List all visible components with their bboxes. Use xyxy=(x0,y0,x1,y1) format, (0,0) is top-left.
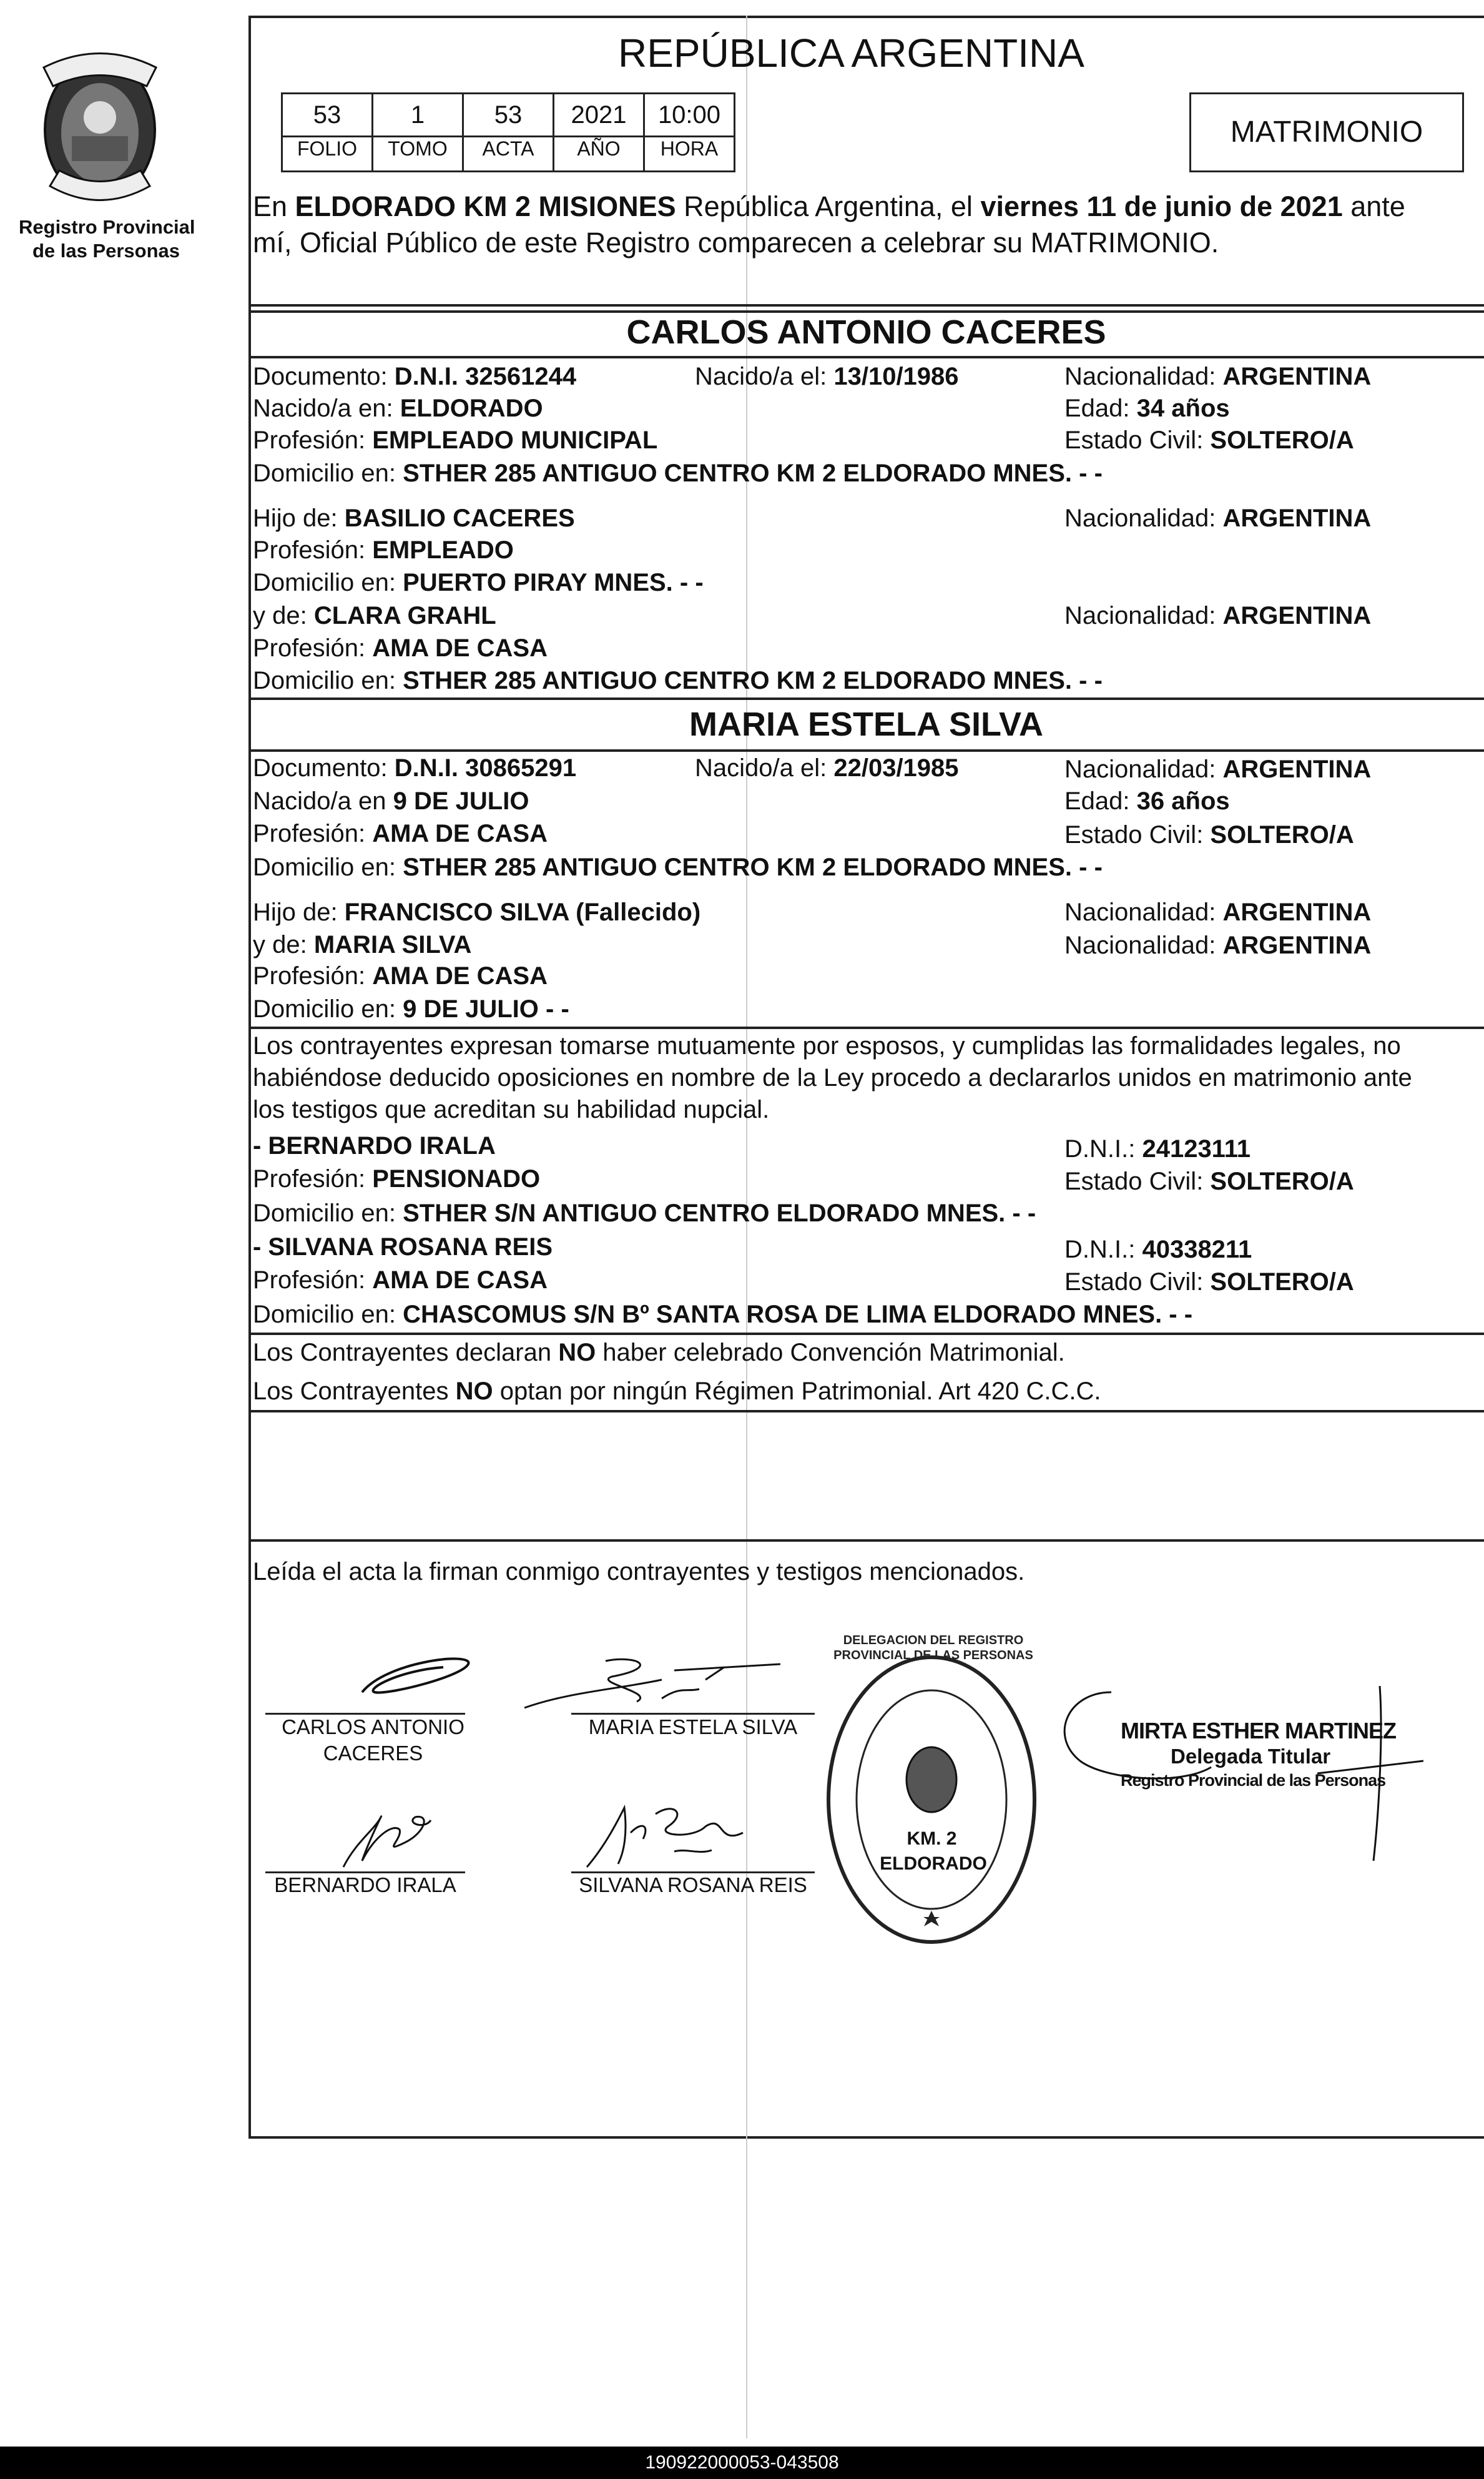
record-type-badge: MATRIMONIO xyxy=(1189,92,1464,172)
witness1-signature-name: BERNARDO IRALA xyxy=(274,1873,456,1896)
closing-statement: Leída el acta la firman conmigo contrayentes y testigos mencionados. xyxy=(253,1558,1025,1585)
bride-name: MARIA ESTELA SILVA xyxy=(689,706,1043,743)
declaration-line1: Los contrayentes expresan tomarse mutuamente por esposos, y cumplidas las formalidades legales, no xyxy=(253,1032,1401,1060)
page-title: REPÚBLICA ARGENTINA xyxy=(618,31,1084,76)
bride-signature-icon xyxy=(518,1655,780,1711)
convention-statement: Los Contrayentes declaran NO haber celebrado Convención Matrimonial. xyxy=(253,1339,1065,1366)
tomo-field: 1 TOMO xyxy=(371,92,464,172)
witness2-signature-name: SILVANA ROSANA REIS xyxy=(579,1873,807,1896)
declaration-line2: habiéndose deducido oposiciones en nombre de la Ley procedo a declararlos unidos en matrimonio ante xyxy=(253,1064,1412,1092)
stamp-ring-text: DELEGACION DEL REGISTRO PROVINCIAL DE LAS PERSONAS xyxy=(833,1634,1033,1662)
bride-signature-name: MARIA ESTELA SILVA xyxy=(588,1715,798,1738)
registry-name-line2: de las Personas xyxy=(32,240,180,262)
registry-logo xyxy=(34,42,165,211)
official-name: MIRTA ESTHER MARTINEZ xyxy=(1121,1718,1396,1743)
witness1-signature-icon xyxy=(325,1805,450,1873)
witness2-signature-icon xyxy=(581,1795,755,1873)
regime-statement: Los Contrayentes NO optan por ningún Régimen Patrimonial. Art 420 C.C.C. xyxy=(253,1377,1101,1405)
registry-stamp-icon xyxy=(824,1652,1039,1948)
acta-field: 53 ACTA xyxy=(462,92,554,172)
province-seal-icon xyxy=(34,42,165,211)
groom-signature-icon xyxy=(350,1649,487,1705)
stamp-center-line1: KM. 2 xyxy=(907,1828,957,1849)
registry-name-line1: Registro Provincial xyxy=(19,216,195,238)
groom-signature-name: CARLOS ANTONIO CACERES xyxy=(282,1715,464,1765)
hora-field: 10:00 HORA xyxy=(643,92,735,172)
groom-name: CARLOS ANTONIO CACERES xyxy=(626,313,1106,351)
folio-field: 53 FOLIO xyxy=(281,92,373,172)
intro-line2: mí, Oficial Público de este Registro comparecen a celebrar su MATRIMONIO. xyxy=(253,227,1219,259)
stamp-center-line2: ELDORADO xyxy=(880,1853,987,1874)
declaration-line3: los testigos que acreditan su habilidad nupcial. xyxy=(253,1096,770,1123)
official-org: Registro Provincial de las Personas xyxy=(1121,1771,1386,1790)
intro-line1: En ELDORADO KM 2 MISIONES República Argentina, el viernes 11 de junio de 2021 ante xyxy=(253,190,1405,222)
official-title: Delegada Titular xyxy=(1171,1745,1331,1768)
anio-field: 2021 AÑO xyxy=(553,92,645,172)
document-code-bar: 190922000053-043508 xyxy=(0,2447,1484,2479)
